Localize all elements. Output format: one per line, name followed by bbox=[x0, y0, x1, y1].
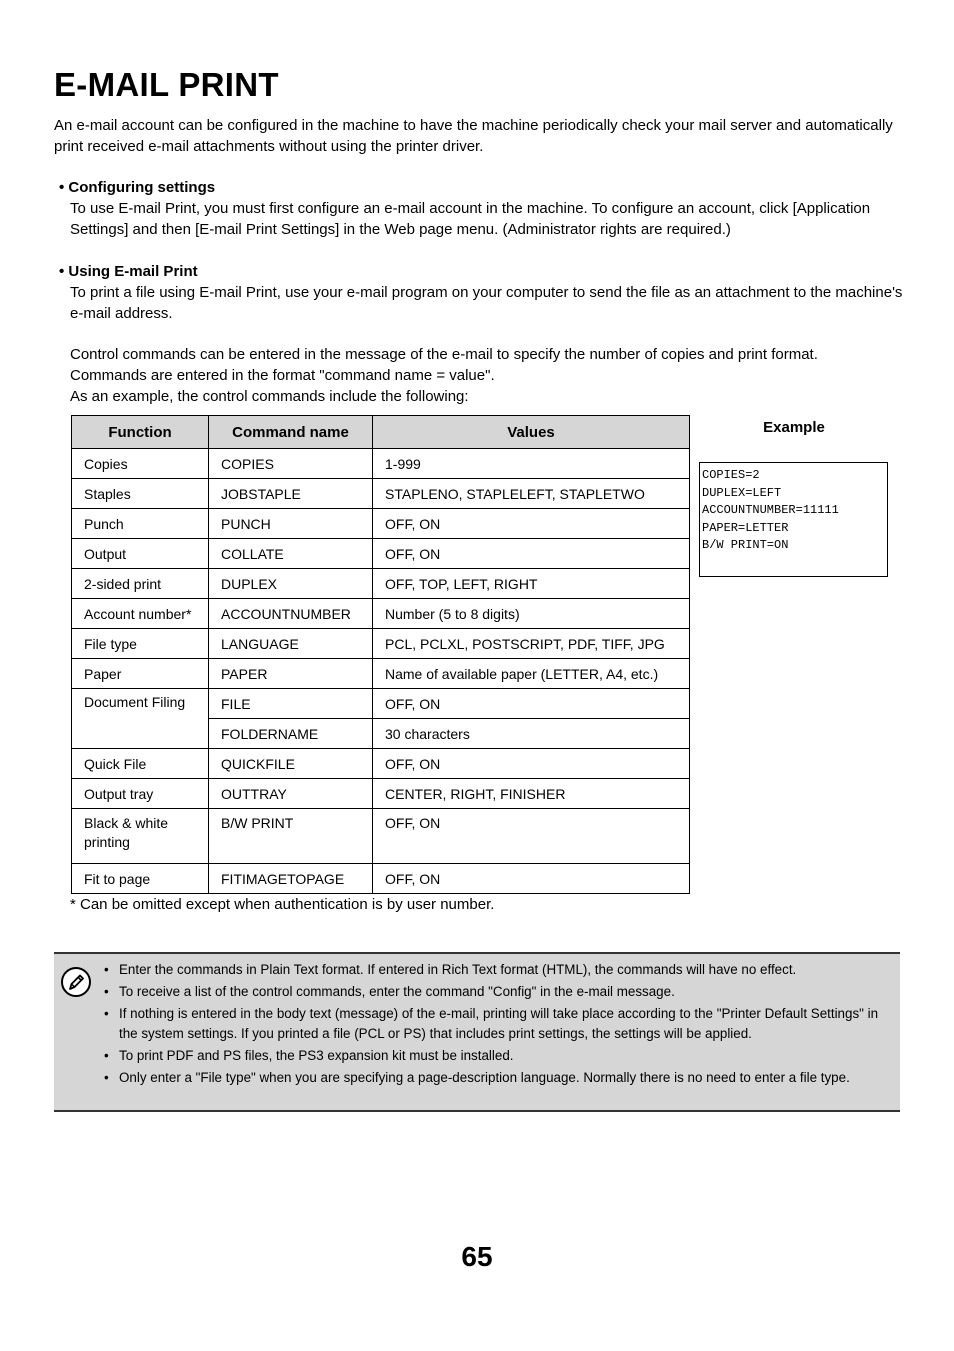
table-header-row bbox=[72, 416, 690, 449]
cell-function: Fit to page bbox=[72, 864, 209, 894]
cell-values: OFF, ON bbox=[373, 539, 690, 569]
intro-paragraph: An e-mail account can be configured in the machine to have the machine periodically check your mail server and automatically print received e-mail attachments without using the printer driver. bbox=[54, 117, 893, 155]
column-header-values: Values bbox=[373, 416, 690, 449]
table-row bbox=[72, 659, 690, 689]
cell-function: Punch bbox=[72, 509, 209, 539]
cell-function: Document Filing bbox=[72, 689, 209, 749]
table-row bbox=[72, 539, 690, 569]
cell-values: OFF, ON bbox=[373, 809, 690, 864]
cell-values: OFF, TOP, LEFT, RIGHT bbox=[373, 569, 690, 599]
note-list bbox=[104, 960, 884, 1090]
table-row bbox=[72, 599, 690, 629]
cell-values: OFF, ON bbox=[373, 749, 690, 779]
cell-command: FILE bbox=[209, 689, 373, 719]
cell-values: 1-999 bbox=[373, 449, 690, 479]
table-row bbox=[72, 689, 690, 719]
cell-command: PAPER bbox=[209, 659, 373, 689]
note-box bbox=[54, 952, 900, 1112]
section-body-using: To print a file using E-mail Print, use your e-mail program on your computer to send the file as an attachment to the machine's e-mail address. bbox=[70, 284, 903, 322]
note-item: • To print PDF and PS files, the PS3 expansion kit must be installed. bbox=[104, 1046, 884, 1066]
control-commands-text bbox=[70, 344, 910, 407]
cell-command: FOLDERNAME bbox=[209, 719, 373, 749]
cell-command: ACCOUNTNUMBER bbox=[209, 599, 373, 629]
pencil-icon bbox=[60, 966, 92, 998]
control-line: Commands are entered in the format "command name = value". bbox=[70, 367, 495, 384]
table-row bbox=[72, 509, 690, 539]
cell-values: OFF, ON bbox=[373, 509, 690, 539]
cell-command: COPIES bbox=[209, 449, 373, 479]
cell-command: QUICKFILE bbox=[209, 749, 373, 779]
page-title: E-MAIL PRINT bbox=[54, 66, 279, 103]
table-row bbox=[72, 749, 690, 779]
control-commands-table bbox=[71, 415, 690, 894]
note-item: • If nothing is entered in the body text (message) of the e-mail, printing will take place according to the "Printer Default Settings" in the system settings. If you printed a file (PCL or PS) that includes print settings, the settings will be applied. bbox=[104, 1004, 884, 1043]
cell-values: 30 characters bbox=[373, 719, 690, 749]
table-row bbox=[72, 864, 690, 894]
cell-command: JOBSTAPLE bbox=[209, 479, 373, 509]
note-item: • Only enter a "File type" when you are specifying a page-description language. Normally there is no need to enter a file type. bbox=[104, 1068, 884, 1088]
cell-values: OFF, ON bbox=[373, 689, 690, 719]
table-row bbox=[72, 569, 690, 599]
cell-function: Black & white printing bbox=[72, 809, 209, 864]
cell-function: Copies bbox=[72, 449, 209, 479]
example-line: COPIES=2 bbox=[702, 468, 760, 482]
cell-command: DUPLEX bbox=[209, 569, 373, 599]
section-heading-using: • Using E-mail Print bbox=[59, 263, 198, 280]
example-line: PAPER=LETTER bbox=[702, 520, 789, 535]
note-item: • To receive a list of the control commands, enter the command "Config" in the e-mail message. bbox=[104, 982, 884, 1002]
example-line: DUPLEX=LEFT bbox=[702, 485, 782, 500]
cell-function: Output tray bbox=[72, 779, 209, 809]
cell-function: Account number* bbox=[72, 599, 209, 629]
example-box bbox=[699, 462, 888, 577]
note-item: • Enter the commands in Plain Text format. If entered in Rich Text format (HTML), the commands will have no effect. bbox=[104, 960, 884, 980]
cell-values: OFF, ON bbox=[373, 864, 690, 894]
column-header-function: Function bbox=[72, 416, 209, 449]
cell-command: B/W PRINT bbox=[209, 809, 373, 864]
cell-command: COLLATE bbox=[209, 539, 373, 569]
cell-command: OUTTRAY bbox=[209, 779, 373, 809]
cell-function: Paper bbox=[72, 659, 209, 689]
cell-function: Staples bbox=[72, 479, 209, 509]
table-footnote: * Can be omitted except when authentication is by user number. bbox=[70, 896, 495, 913]
cell-command: PUNCH bbox=[209, 509, 373, 539]
cell-function: File type bbox=[72, 629, 209, 659]
section-body-configuring: To use E-mail Print, you must first configure an e-mail account in the machine. To configure an account, click [Application Settings] and then [E-mail Print Settings] in the Web page menu. (Administrator rights are required.) bbox=[70, 200, 871, 238]
table-row bbox=[72, 449, 690, 479]
table-row bbox=[72, 779, 690, 809]
section-heading-configuring: • Configuring settings bbox=[59, 179, 216, 196]
cell-values: Name of available paper (LETTER, A4, etc.) bbox=[373, 659, 690, 689]
control-line: Control commands can be entered in the message of the e-mail to specify the number of copies and print format. bbox=[70, 346, 818, 363]
control-line: As an example, the control commands include the following: bbox=[70, 388, 469, 405]
cell-function: Output bbox=[72, 539, 209, 569]
cell-values: CENTER, RIGHT, FINISHER bbox=[373, 779, 690, 809]
page-number: 65 bbox=[461, 1241, 493, 1272]
example-label: Example bbox=[763, 419, 825, 436]
table-row bbox=[72, 629, 690, 659]
cell-function: Quick File bbox=[72, 749, 209, 779]
cell-values: PCL, PCLXL, POSTSCRIPT, PDF, TIFF, JPG bbox=[373, 629, 690, 659]
cell-values: STAPLENO, STAPLELEFT, STAPLETWO bbox=[373, 479, 690, 509]
cell-function: 2-sided print bbox=[72, 569, 209, 599]
cell-values: Number (5 to 8 digits) bbox=[373, 599, 690, 629]
table-row bbox=[72, 809, 690, 864]
example-line: B/W PRINT=ON bbox=[702, 538, 789, 552]
cell-command: LANGUAGE bbox=[209, 629, 373, 659]
table-row bbox=[72, 479, 690, 509]
example-line: ACCOUNTNUMBER=11111 bbox=[702, 503, 839, 517]
column-header-command: Command name bbox=[209, 416, 373, 449]
cell-command: FITIMAGETOPAGE bbox=[209, 864, 373, 894]
